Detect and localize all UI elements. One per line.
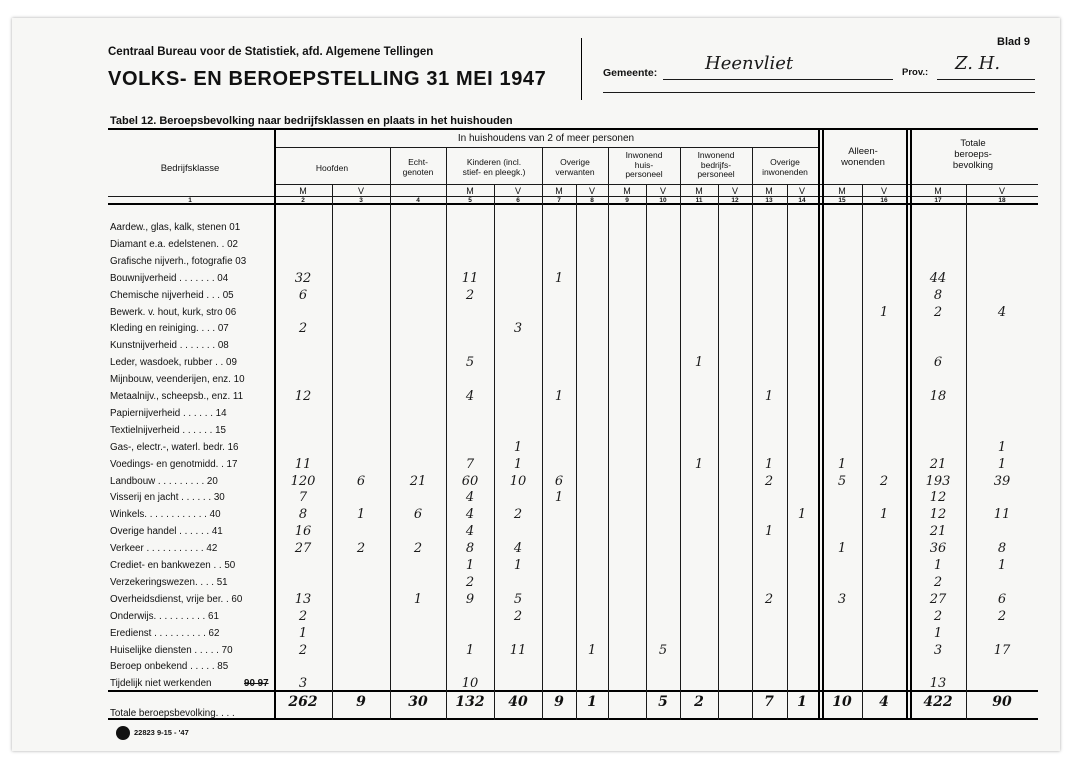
table-cell: 2 xyxy=(764,591,774,607)
table-cell: 12 xyxy=(929,507,947,523)
table-title: Tabel 12. Beroepsbevolking naar bedrijfsklassen en plaats in het huishouden xyxy=(110,115,513,127)
sex-label: M xyxy=(838,186,846,196)
table-cell: 44 xyxy=(929,270,947,286)
totals-cell: 4 xyxy=(879,694,889,710)
totals-cell: 40 xyxy=(508,694,528,710)
row-label: Aardew., glas, kalk, stenen 01 xyxy=(110,222,241,233)
prov-line xyxy=(937,79,1035,80)
table-cell: 8 xyxy=(465,541,475,557)
column-number: 7 xyxy=(557,197,561,204)
column-number: 4 xyxy=(416,197,420,204)
table-cell: 4 xyxy=(465,507,475,523)
table-cell: 6 xyxy=(554,473,564,489)
totals-cell: 30 xyxy=(408,694,428,710)
table-cell: 9 xyxy=(465,591,475,607)
footer-print-code: 22823 9-15 - '47 xyxy=(134,728,189,737)
table-cell: 4 xyxy=(465,490,475,506)
column-number: 15 xyxy=(838,197,846,204)
row-label: Verzekeringswezen. . . . 51 xyxy=(110,576,228,588)
header-totale: Totale beroeps- bevolking xyxy=(952,138,994,171)
table-cell: 1 xyxy=(837,541,847,557)
table-cell: 1 xyxy=(997,456,1007,472)
row-label: Onderwijs. . . . . . . . . . 61 xyxy=(110,610,219,622)
table-cell: 2 xyxy=(298,642,308,658)
column-divider xyxy=(752,147,753,720)
column-divider xyxy=(274,130,276,720)
column-divider xyxy=(910,130,912,720)
table-cell: 27 xyxy=(294,541,312,557)
row-label: Kleding en reiniging. . . . 07 xyxy=(110,323,229,335)
table-cell: 2 xyxy=(465,574,475,590)
column-number: 6 xyxy=(516,197,520,204)
column-divider xyxy=(787,184,788,720)
rule-totals-bottom xyxy=(108,718,1038,720)
row-label: Beroep onbekend . . . . . 85 xyxy=(110,661,229,673)
table-cell: 4 xyxy=(997,304,1007,320)
table-cell: 3 xyxy=(837,591,847,607)
row-label: Visserij en jacht . . . . . . 30 xyxy=(110,492,225,504)
header-kinderen: Kinderen (incl. stief- en pleegk.) xyxy=(462,157,526,177)
table-cell: 39 xyxy=(993,473,1011,489)
sex-label: M xyxy=(695,186,703,196)
sex-label: V xyxy=(998,186,1005,196)
totals-cell: 422 xyxy=(923,694,953,710)
table-cell: 11 xyxy=(294,456,312,472)
table-cell: 4 xyxy=(465,524,475,540)
column-divider xyxy=(818,130,820,720)
row-label: Overige handel . . . . . . 41 xyxy=(110,526,223,538)
table-cell: 2 xyxy=(298,321,308,337)
table-cell: 1 xyxy=(587,642,597,658)
table-cell: 3 xyxy=(513,321,523,337)
sex-label: V xyxy=(731,186,738,196)
table-cell: 11 xyxy=(993,507,1011,523)
column-number: 9 xyxy=(625,197,629,204)
row-label: Voedings- en genotmidd. . 17 xyxy=(110,458,238,470)
column-number: 18 xyxy=(998,197,1006,204)
census-title: VOLKS- EN BEROEPSTELLING 31 MEI 1947 xyxy=(108,68,547,90)
table-cell: 18 xyxy=(929,389,947,404)
table-cell: 10 xyxy=(461,676,479,692)
table-cell: 120 xyxy=(290,473,316,489)
column-divider xyxy=(446,147,447,720)
table-cell: 1 xyxy=(465,642,475,658)
table-cell: 2 xyxy=(997,608,1007,624)
header-hoofden: Hoofden xyxy=(315,163,349,173)
sex-label: V xyxy=(514,186,521,196)
table-cell: 1 xyxy=(554,490,564,506)
column-divider xyxy=(906,130,908,720)
totals-cell: 262 xyxy=(288,694,318,710)
column-number: 14 xyxy=(798,197,806,204)
sex-label: V xyxy=(798,186,805,196)
table-cell: 3 xyxy=(298,676,308,692)
column-number: 5 xyxy=(468,197,472,204)
table-cell: 27 xyxy=(929,591,947,607)
row-label: Gas-, electr.-, waterl. bedr. 16 xyxy=(110,441,239,453)
table-cell: 8 xyxy=(997,541,1007,557)
table-cell: 1 xyxy=(413,591,423,607)
header-overige-inwonenden: Overige inwonenden xyxy=(762,157,808,177)
column-divider xyxy=(822,130,824,720)
header-bedrijfsklasse: Bedrijfsklasse xyxy=(160,163,220,174)
table-cell: 17 xyxy=(993,642,1011,658)
rule-totals-top xyxy=(108,690,1038,692)
table-cell: 4 xyxy=(513,541,523,557)
prov-label: Prov.: xyxy=(902,67,929,78)
table-cell: 13 xyxy=(929,676,947,692)
rule-group xyxy=(274,147,818,148)
row-label: Papiernijverheid . . . . . . 14 xyxy=(110,407,227,419)
table-cell: 11 xyxy=(509,642,527,658)
header-overige-verwanten: Overige verwanten xyxy=(555,157,595,177)
table-cell: 1 xyxy=(356,507,366,523)
sex-label: V xyxy=(880,186,887,196)
gemeente-value: Heenvliet xyxy=(705,53,794,74)
row-label: Tijdelijk niet werkenden xyxy=(110,678,212,690)
totals-cell: 7 xyxy=(764,694,774,710)
rule-colnum xyxy=(108,196,1038,197)
column-number: 17 xyxy=(934,197,942,204)
table-cell: 2 xyxy=(413,541,423,557)
table-cell: 6 xyxy=(997,591,1007,607)
table-cell: 5 xyxy=(465,355,475,371)
table-cell: 2 xyxy=(298,608,308,624)
table-cell: 193 xyxy=(925,473,951,489)
rule-body-top xyxy=(108,203,1038,205)
row-label: Huiselijke diensten . . . . . 70 xyxy=(110,644,233,656)
header-divider xyxy=(581,38,582,100)
column-divider xyxy=(494,184,495,720)
table-cell: 1 xyxy=(933,625,943,641)
sex-label: M xyxy=(299,186,307,196)
row-label: Diamant e.a. edelstenen. . 02 xyxy=(110,238,238,250)
table-cell: 1 xyxy=(837,456,847,472)
table-cell: 21 xyxy=(409,473,427,489)
sex-label: V xyxy=(659,186,666,196)
column-number: 8 xyxy=(590,197,594,204)
header-huispersoneel: Inwonend huis- personeel xyxy=(625,150,663,179)
table-cell: 6 xyxy=(413,507,423,523)
table-cell: 2 xyxy=(933,574,943,590)
table-cell: 7 xyxy=(298,490,308,506)
table-cell: 1 xyxy=(764,389,774,404)
totals-cell: 9 xyxy=(356,694,366,710)
header-alleenwonenden: Alleen- wonenden xyxy=(841,146,885,168)
prov-value: Z. H. xyxy=(955,53,1001,74)
totals-cell: 9 xyxy=(554,694,564,710)
table-cell: 2 xyxy=(764,473,774,489)
table-top-rule xyxy=(108,128,1038,130)
bureau-name: Centraal Bureau voor de Statistiek, afd. Algemene Tellingen xyxy=(108,46,434,58)
totals-cell: 1 xyxy=(797,694,807,710)
table-cell: 3 xyxy=(933,642,943,658)
table-cell: 4 xyxy=(465,389,475,404)
column-divider xyxy=(332,184,333,720)
table-cell: 1 xyxy=(554,270,564,286)
table-cell: 60 xyxy=(461,473,479,489)
totals-cell: 2 xyxy=(694,694,704,710)
row-label: Crediet- en bankwezen . . 50 xyxy=(110,560,236,571)
column-divider xyxy=(576,184,577,720)
table-cell: 2 xyxy=(879,473,889,489)
gemeente-label: Gemeente: xyxy=(603,67,658,79)
column-number: 2 xyxy=(301,197,305,204)
column-divider xyxy=(718,184,719,720)
table-cell: 5 xyxy=(837,473,847,489)
row-label: Bouwnijverheid . . . . . . . 04 xyxy=(110,272,229,284)
row-label: Chemische nijverheid . . . 05 xyxy=(110,289,234,301)
table-cell: 1 xyxy=(764,456,774,472)
table-cell: 1 xyxy=(513,558,523,573)
header-echtgenoten: Echt- genoten xyxy=(402,157,434,177)
table-cell: 12 xyxy=(929,490,947,506)
header-group: In huishoudens van 2 of meer personen xyxy=(457,133,635,144)
table-cell: 32 xyxy=(294,270,312,286)
table-cell: 6 xyxy=(356,473,366,489)
table-cell: 1 xyxy=(933,558,943,573)
totals-cell: 1 xyxy=(587,694,597,710)
header-rule xyxy=(603,92,1035,93)
sex-label: M xyxy=(623,186,631,196)
table-cell: 2 xyxy=(513,507,523,523)
column-number: 10 xyxy=(659,197,667,204)
sex-label: M xyxy=(765,186,773,196)
table-cell: 1 xyxy=(997,439,1007,455)
gemeente-line xyxy=(663,79,893,80)
table-cell: 1 xyxy=(879,304,889,320)
table-cell: 5 xyxy=(513,591,523,607)
sex-label: M xyxy=(466,186,474,196)
header-bedrijfspersoneel: Inwonend bedrijfs- personeel xyxy=(697,150,735,179)
column-number: 11 xyxy=(695,197,703,204)
table-cell: 5 xyxy=(658,642,668,658)
table-cell: 1 xyxy=(764,524,774,540)
column-divider xyxy=(542,147,543,720)
table-cell: 1 xyxy=(879,507,889,523)
table-cell: 2 xyxy=(933,304,943,320)
row-label: Leder, wasdoek, rubber . . 09 xyxy=(110,357,237,369)
table-cell: 12 xyxy=(294,389,312,404)
table-cell: 2 xyxy=(513,608,523,624)
totals-cell: 90 xyxy=(992,694,1012,710)
table-cell: 11 xyxy=(461,270,479,286)
table-cell: 1 xyxy=(298,625,308,641)
row-label: Winkels. . . . . . . . . . . . 40 xyxy=(110,509,221,521)
table-cell: 1 xyxy=(465,558,475,573)
table-cell: 8 xyxy=(933,287,943,303)
table-cell: 1 xyxy=(797,507,807,523)
row-label: Overheidsdienst, vrije ber. . 60 xyxy=(110,593,243,605)
table-cell: 1 xyxy=(694,355,704,371)
table-cell: 1 xyxy=(554,389,564,404)
row-label: Bewerk. v. hout, kurk, stro 06 xyxy=(110,306,237,318)
rule-mv xyxy=(274,184,1038,185)
column-divider xyxy=(966,184,967,720)
table-cell: 1 xyxy=(513,456,523,472)
table-cell: 2 xyxy=(465,287,475,303)
row-label: Textielnijverheid . . . . . . 15 xyxy=(110,424,226,436)
row-label: Mijnbouw, veenderijen, enz. 10 xyxy=(110,374,245,386)
column-divider xyxy=(862,184,863,720)
totals-cell: 132 xyxy=(455,694,485,710)
table-cell: 2 xyxy=(933,608,943,624)
totals-cell: 5 xyxy=(658,694,668,710)
sheet-number: Blad 9 xyxy=(997,36,1031,48)
column-number: 16 xyxy=(880,197,888,204)
table-cell: 7 xyxy=(465,456,475,472)
table-cell: 1 xyxy=(513,439,523,455)
table-cell: 16 xyxy=(294,524,312,540)
table-cell: 8 xyxy=(298,507,308,523)
table-cell: 21 xyxy=(929,524,947,540)
sex-label: V xyxy=(588,186,595,196)
crossed-code: 90 97 xyxy=(244,678,269,690)
column-divider xyxy=(680,147,681,720)
row-label: Metaalnijv., scheepsb., enz. 11 xyxy=(110,391,244,402)
column-number: 3 xyxy=(359,197,363,204)
table-cell: 1 xyxy=(694,456,704,472)
printer-logo-icon xyxy=(116,726,130,740)
row-label: Landbouw . . . . . . . . . 20 xyxy=(110,475,218,487)
totals-cell: 10 xyxy=(832,694,852,710)
table-cell: 13 xyxy=(294,591,312,607)
row-label: Eredienst . . . . . . . . . . 62 xyxy=(110,627,220,639)
table-cell: 21 xyxy=(929,456,947,472)
table-cell: 6 xyxy=(298,287,308,303)
column-divider xyxy=(390,147,391,720)
table-cell: 1 xyxy=(997,558,1007,573)
column-number: 1 xyxy=(188,197,192,204)
column-number: 13 xyxy=(765,197,773,204)
row-label: Grafische nijverh., fotografie 03 xyxy=(110,255,247,267)
table-cell: 2 xyxy=(356,541,366,557)
table-cell: 6 xyxy=(933,355,943,371)
sex-label: V xyxy=(357,186,364,196)
column-number: 12 xyxy=(731,197,739,204)
table-cell: 36 xyxy=(929,541,947,557)
sex-label: M xyxy=(934,186,942,196)
sex-label: M xyxy=(555,186,563,196)
totals-label: Totale beroepsbevolking. . . . xyxy=(110,708,235,719)
column-divider xyxy=(608,147,609,720)
row-label: Verkeer . . . . . . . . . . . 42 xyxy=(110,543,218,555)
column-divider xyxy=(646,184,647,720)
row-label: Kunstnijverheid . . . . . . . 08 xyxy=(110,340,229,352)
table-cell: 10 xyxy=(509,473,527,489)
